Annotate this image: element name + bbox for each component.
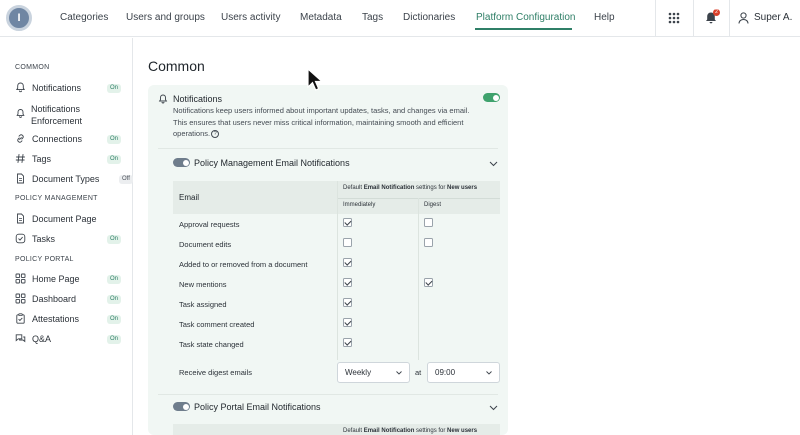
- notifications-title: Notifications: [173, 94, 223, 104]
- sidebar-item-label: Tasks: [32, 234, 56, 244]
- task-comment-immediately-checkbox[interactable]: [343, 318, 352, 327]
- table-row-label: Approval requests: [179, 220, 240, 229]
- link-icon: [15, 133, 26, 144]
- policy-portal-toggle[interactable]: [173, 402, 190, 411]
- status-badge: On: [107, 275, 121, 284]
- help-icon[interactable]: ?: [211, 130, 219, 138]
- sidebar-item-tags[interactable]: [15, 151, 125, 167]
- toggle-knob: [493, 95, 499, 101]
- document-edits-immediately-checkbox[interactable]: [343, 238, 352, 247]
- table-row-label: New mentions: [179, 280, 227, 289]
- toggle-knob: [183, 404, 189, 410]
- status-badge: On: [107, 84, 121, 93]
- chevron-down-icon: [486, 371, 492, 375]
- sidebar-item-home-page[interactable]: [15, 271, 125, 287]
- new-mentions-digest-checkbox[interactable]: [424, 278, 433, 287]
- column-divider: [418, 198, 419, 360]
- column-group-header: Default Email Notification settings for New users: [343, 185, 478, 191]
- digest-emails-label: Receive digest emails: [179, 368, 252, 377]
- chevron-down-icon[interactable]: [489, 405, 498, 411]
- column-divider: [337, 181, 338, 360]
- top-navigation-bar: [0, 0, 800, 37]
- section-divider: [158, 148, 498, 149]
- sidebar-item-label: Tags: [32, 154, 52, 164]
- status-badge: On: [107, 135, 121, 144]
- sidebar-item-qa[interactable]: [15, 331, 125, 347]
- policy-portal-title: Policy Portal Email Notifications: [194, 402, 321, 412]
- bell-icon: [15, 108, 26, 119]
- table-row-label: Document edits: [179, 240, 232, 249]
- sidebar-item-document-types[interactable]: [15, 171, 130, 187]
- nav-categories[interactable]: Categories: [60, 12, 109, 23]
- table-row-label: Added to or removed from a document: [179, 260, 308, 269]
- sidebar-item-label: Dashboard: [32, 294, 77, 304]
- nav-help[interactable]: Help: [594, 12, 615, 23]
- nav-users-activity[interactable]: Users activity: [221, 12, 281, 23]
- section-divider: [158, 394, 498, 395]
- sidebar-item-dashboard[interactable]: [15, 291, 125, 307]
- column-header-digest: Digest: [424, 202, 442, 208]
- sidebar-item-label: Attestations: [32, 314, 80, 324]
- status-badge: On: [107, 155, 121, 164]
- mouse-cursor-icon: [307, 68, 323, 92]
- sidebar-item-label: Notifications Enforcement: [31, 104, 83, 126]
- sidebar-item-notifications-enforcement[interactable]: [15, 104, 125, 126]
- notifications-toggle[interactable]: [483, 93, 500, 102]
- bell-icon: [158, 94, 168, 105]
- nav-platform-configuration[interactable]: Platform Configuration: [476, 12, 576, 23]
- section-title-policy-portal: POLICY PORTAL: [15, 256, 74, 263]
- column-group-header: Default Email Notification settings for New users: [343, 428, 478, 434]
- page-title: Common: [148, 58, 205, 74]
- new-mentions-immediately-checkbox[interactable]: [343, 278, 352, 287]
- document-edits-digest-checkbox[interactable]: [424, 238, 433, 247]
- user-icon[interactable]: [738, 12, 749, 24]
- document-icon: [15, 213, 26, 224]
- table-row-label: Task comment created: [179, 320, 255, 329]
- email-settings-table: [173, 181, 500, 383]
- sidebar-item-connections[interactable]: [15, 131, 125, 147]
- table-row-label: Task state changed: [179, 340, 244, 349]
- bell-icon: [15, 82, 26, 93]
- apps-grid-icon[interactable]: [668, 12, 680, 24]
- notification-count-badge: 2: [713, 9, 720, 16]
- sidebar-item-document-page[interactable]: [15, 211, 125, 227]
- status-badge: On: [107, 295, 121, 304]
- task-state-immediately-checkbox[interactable]: [343, 338, 352, 347]
- sidebar-item-tasks[interactable]: [15, 231, 125, 247]
- sidebar-item-label: Home Page: [32, 274, 80, 284]
- toggle-knob: [183, 160, 189, 166]
- sidebar-item-label: Document Page: [32, 214, 97, 224]
- task-assigned-immediately-checkbox[interactable]: [343, 298, 352, 307]
- chat-icon: [15, 333, 26, 344]
- notifications-description: Notifications keep users informed about important updates, tasks, and changes via email. This ensures that users never miss critical information, maintaining smooth and efficient operations. ?: [173, 106, 470, 138]
- status-badge: On: [107, 315, 121, 324]
- sidebar-item-label: Document Types: [32, 174, 100, 184]
- column-header-immediately: Immediately: [343, 202, 376, 208]
- status-badge: Off: [119, 175, 133, 184]
- nav-dictionaries[interactable]: Dictionaries: [403, 12, 456, 23]
- hash-icon: [15, 153, 26, 164]
- divider: [729, 0, 730, 37]
- section-title-policy-management: POLICY MANAGEMENT: [15, 195, 98, 202]
- status-badge: On: [107, 235, 121, 244]
- check-circle-icon: [15, 233, 26, 244]
- approval-requests-immediately-checkbox[interactable]: [343, 218, 352, 227]
- nav-metadata[interactable]: Metadata: [300, 12, 342, 23]
- policy-management-toggle[interactable]: [173, 158, 190, 167]
- divider: [655, 0, 656, 37]
- grid-icon: [15, 293, 26, 304]
- clipboard-icon: [15, 313, 26, 324]
- sidebar-item-attestations[interactable]: [15, 311, 125, 327]
- nav-tags[interactable]: Tags: [362, 12, 384, 23]
- chevron-down-icon: [396, 371, 402, 375]
- sidebar-item-label: Connections: [32, 134, 83, 144]
- app-logo[interactable]: I: [6, 5, 32, 31]
- table-row-label: Task assigned: [179, 300, 227, 309]
- section-title-common: COMMON: [15, 64, 50, 71]
- divider: [693, 0, 694, 37]
- grid-icon: [15, 273, 26, 284]
- policy-management-title: Policy Management Email Notifications: [194, 158, 350, 168]
- digest-time-select[interactable]: 09:00: [427, 362, 500, 383]
- column-header-email: Email: [179, 193, 200, 202]
- sidebar-item-label: Notifications: [32, 83, 82, 93]
- added-removed-immediately-checkbox[interactable]: [343, 258, 352, 267]
- sidebar-item-notifications[interactable]: [15, 80, 125, 96]
- chevron-down-icon[interactable]: [489, 161, 498, 167]
- digest-frequency-select[interactable]: Weekly: [337, 362, 410, 383]
- status-badge: On: [107, 335, 121, 344]
- document-icon: [15, 173, 26, 184]
- table-header: [173, 424, 500, 435]
- active-nav-indicator: [475, 28, 572, 30]
- sidebar-item-label: Q&A: [32, 334, 52, 344]
- user-menu[interactable]: Super A.: [754, 12, 793, 23]
- at-label: at: [415, 368, 422, 377]
- nav-users-and-groups[interactable]: Users and groups: [126, 12, 205, 23]
- approval-requests-digest-checkbox[interactable]: [424, 218, 433, 227]
